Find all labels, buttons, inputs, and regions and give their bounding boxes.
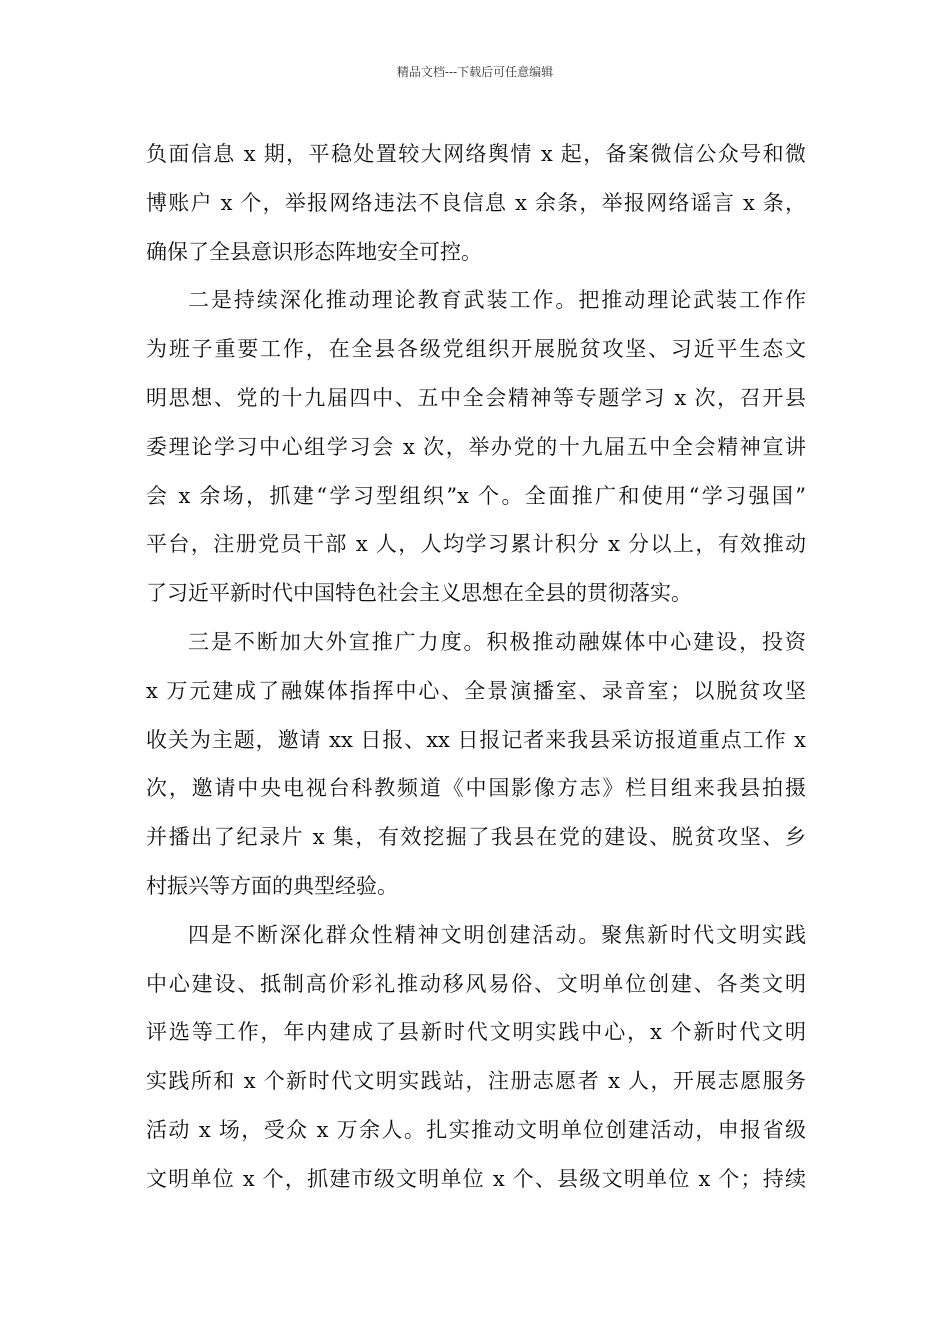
text-line: 负面信息 x 期，平稳处置较大网络舆情 x 起，备案微信公众号和微 xyxy=(146,142,806,166)
text-line: 博账户 x 个，举报网络违法不良信息 x 余条，举报网络谣言 x 条， xyxy=(146,190,806,215)
text-line: 为班子重要工作，在全县各级党组织开展脱贫攻坚、习近平生态文 xyxy=(146,337,806,362)
text-line: 村振兴等方面的典型经验。 xyxy=(146,873,398,898)
text-line: 评选等工作，年内建成了县新时代文明实践中心，x 个新时代文明 xyxy=(146,1020,806,1045)
text-line: 委理论学习中心组学习会 x 次，举办党的十九届五中全会精神宣讲 xyxy=(146,434,806,459)
text-line: 收关为主题，邀请 xx 日报、xx 日报记者来我县采访报道重点工作 x xyxy=(146,727,806,752)
paragraph-first-line: 三是不断加大外宣推广力度。积极推动融媒体中心建设，投资 xyxy=(188,629,806,654)
text-line: 会 x 余场，抓建“学习型组织”x 个。全面推广和使用“学习强国” xyxy=(146,483,806,508)
text-line: 文明单位 x 个，抓建市级文明单位 x 个、县级文明单位 x 个；持续 xyxy=(146,1166,806,1191)
text-line: 平台，注册党员干部 x 人，人均学习累计积分 x 分以上，有效推动 xyxy=(146,532,806,557)
paragraph-first-line: 四是不断深化群众性精神文明创建活动。聚焦新时代文明实践 xyxy=(188,922,806,947)
text-line: 明思想、党的十九届四中、五中全会精神等专题学习 x 次，召开县 xyxy=(146,385,806,410)
text-line: 次，邀请中央电视台科教频道《中国影像方志》栏目组来我县拍摄 xyxy=(146,776,806,801)
text-line: 确保了全县意识形态阵地安全可控。 xyxy=(146,239,482,264)
page-header: 精品文档---下载后可任意编辑 xyxy=(396,65,554,79)
document-body xyxy=(146,130,806,1204)
text-line: 了习近平新时代中国特色社会主义思想在全县的贯彻落实。 xyxy=(146,581,692,606)
paragraph-first-line: 二是持续深化推动理论教育武装工作。把推动理论武装工作作 xyxy=(188,288,806,313)
text-line: 中心建设、抵制高价彩礼推动移风易俗、文明单位创建、各类文明 xyxy=(146,971,806,996)
text-line: 活动 x 场，受众 x 万余人。扎实推动文明单位创建活动，申报省级 xyxy=(146,1117,806,1142)
text-line: x 万元建成了融媒体指挥中心、全景演播室、录音室；以脱贫攻坚 xyxy=(146,678,806,703)
text-line: 实践所和 x 个新时代文明实践站，注册志愿者 x 人，开展志愿服务 xyxy=(146,1069,806,1094)
text-line: 并播出了纪录片 x 集，有效挖掘了我县在党的建设、脱贫攻坚、乡 xyxy=(146,825,806,850)
